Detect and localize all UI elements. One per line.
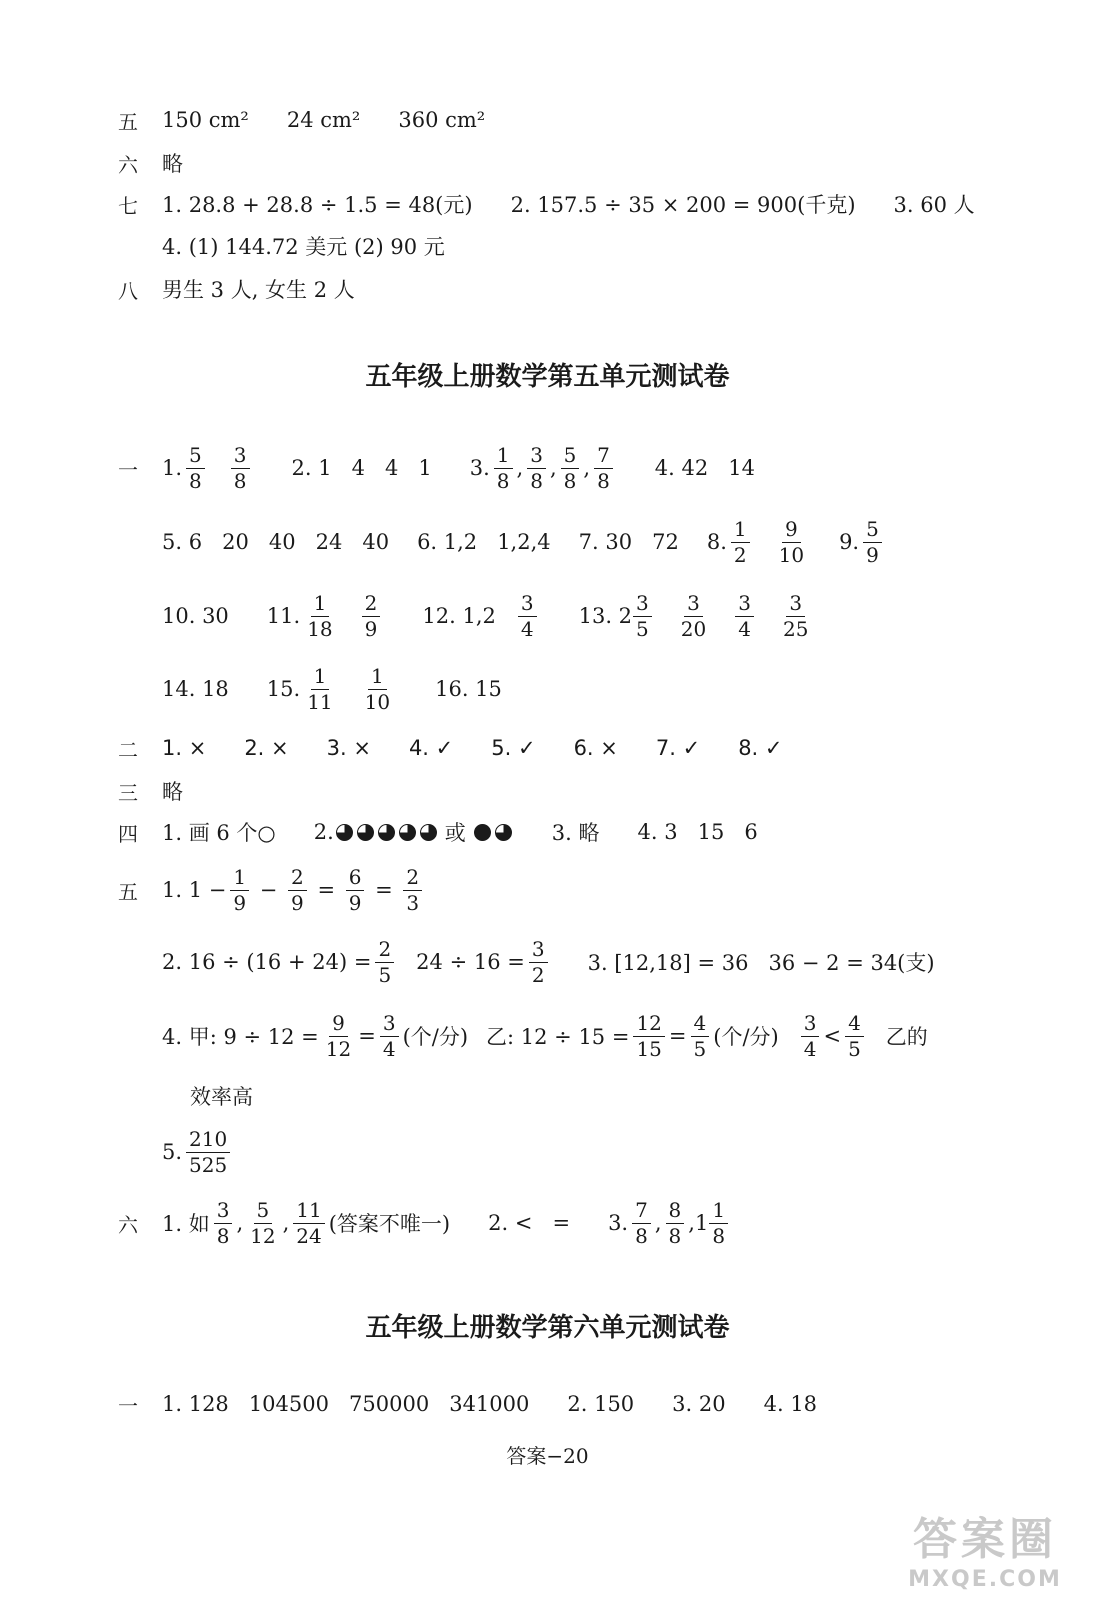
item-number: 11. [266, 604, 301, 628]
answer-item: 1. 如 $\frac{3}{8}$ , $\frac{5}{12}$ , $\frac{11}{24}$ (答案不唯一) [162, 1197, 451, 1248]
answer-item: 3. 20 [672, 1392, 726, 1416]
answer-item: 2. × [244, 736, 289, 760]
unit5-part5-p5 [162, 1126, 234, 1177]
fraction: $\frac{3}{8}$ [214, 1199, 233, 1248]
answer-item: 1. 128 104500 750000 341000 [162, 1392, 530, 1416]
unit-text: (个/分) [402, 1025, 469, 1049]
fraction: $\frac{7}{8}$ [632, 1199, 651, 1248]
fraction: $\frac{1}{8}$ [709, 1199, 728, 1248]
equation-text: 2. 16 ÷ (16 + 24) = [162, 950, 372, 974]
fraction: $\frac{12}{15}$ [633, 1012, 664, 1061]
answer-item: 16. 15 [435, 677, 502, 701]
watermark-logo [885, 1503, 1085, 1592]
answer-item: 4. 3 15 6 [637, 820, 758, 844]
unit5-part5-p4: 4. 甲: 9 ÷ 12 = $\frac{9}{12}$ = $\frac{3}{4}$ (个/分) 乙: 12 ÷ 15 = $\frac{12}{15}$ = $\frac{4}{5}$ (个/分) $\frac{3}{4}$ < $\frac{4}{5}$ 乙的 [162, 1010, 928, 1061]
fraction: $\frac{4}{5}$ [845, 1012, 864, 1061]
section-label: 一 [118, 1393, 138, 1418]
equation-text: 4. 甲: 9 ÷ 12 = [162, 1025, 319, 1049]
answer-item: 1. 画 6 个○ [162, 821, 276, 845]
answer-item [267, 665, 397, 714]
answer-item: 3. $\frac{7}{8}$ , $\frac{8}{8}$ , 1 $\frac{1}{8}$ [608, 1199, 732, 1248]
fraction: $\frac{2}{9}$ [288, 866, 307, 915]
answer-item: 4. ✓ [408, 736, 454, 760]
item-number: 1. 1 − [162, 878, 227, 902]
fraction: $\frac{5}{9}$ [863, 518, 882, 567]
answer-item [422, 592, 540, 641]
item-number: 9. [839, 530, 860, 554]
equation-text: 效率高 [190, 1085, 253, 1109]
fraction: $\frac{2}{5}$ [375, 938, 394, 987]
answer-item [579, 592, 816, 641]
equation-text: 乙: 12 ÷ 15 = [486, 1025, 630, 1049]
answer-item: 2. 150 [567, 1392, 635, 1416]
unit5-part5-p4-cont [190, 1076, 253, 1116]
three-quarter-circle-icon [399, 824, 416, 841]
answer-item: 24 cm² [286, 108, 361, 132]
answer-item: 4. 42 14 [654, 456, 755, 480]
section-label: 六 [118, 152, 138, 177]
fraction: $\frac{1}{9}$ [230, 866, 249, 915]
fraction: $\frac{6}{9}$ [346, 866, 365, 915]
unit5-part5-p1: 五 1. 1 − $\frac{1}{9}$ − $\frac{2}{9}$ = $\frac{6}{9}$ = $\frac{2}{3}$ [118, 870, 426, 910]
section-8-prev [118, 269, 355, 309]
item-number: 2. [313, 820, 334, 844]
fraction: $\frac{5}{12}$ [250, 1197, 276, 1248]
answer-item: 2. 157.5 ÷ 35 × 200 = 900(千克) [510, 193, 856, 217]
answer-item [267, 592, 385, 641]
section-6-prev [118, 143, 183, 183]
unit5-part1-row3 [162, 590, 815, 641]
answer-item: 3. 60 人 [893, 193, 975, 217]
watermark-text: 答案圈 [913, 1514, 1057, 1565]
answer-item: 1. 28.8 + 28.8 ÷ 1.5 = 48(元) [162, 193, 473, 217]
watermark-url: MXQE.COM [908, 1567, 1062, 1592]
fraction: $\frac{4}{5}$ [691, 1012, 710, 1061]
fraction: $\frac{9}{12}$ [325, 1010, 352, 1061]
fraction: $\frac{3}{4}$ [380, 1012, 399, 1061]
answer-item: 14. 18 [162, 677, 229, 701]
fraction: $\frac{1}{10}$ [364, 663, 391, 714]
section-label: 五 [118, 109, 138, 134]
item-number: 8. [706, 530, 727, 554]
three-quarter-circle-icon [357, 824, 374, 841]
unit5-part6 [118, 1197, 732, 1248]
or-text: 或 [444, 821, 466, 845]
answer-item: 5. 6 20 40 24 40 [162, 530, 390, 554]
unit-text: (个/分) [713, 1025, 779, 1049]
section-label: 七 [118, 193, 138, 218]
full-circle-icon [474, 824, 491, 841]
fraction: $\frac{11}{24}$ [293, 1199, 324, 1248]
answer-item: 男生 3 人, 女生 2 人 [162, 278, 355, 302]
fraction: $\frac{3}{4}$ [735, 592, 754, 641]
section-label: 三 [118, 780, 138, 805]
unit5-part5-p2 [162, 936, 935, 987]
answer-item: 3. × [326, 736, 371, 760]
fraction: $\frac{3}{2}$ [529, 938, 548, 987]
answer-item: 2. < = [488, 1211, 571, 1235]
answer-item [707, 518, 811, 567]
item-number: 15. [266, 677, 301, 701]
answer-item: 略 [162, 152, 183, 176]
fraction: $\frac{2}{9}$ [362, 592, 381, 641]
unit5-part3 [118, 771, 183, 811]
three-quarter-circle-icon [336, 824, 353, 841]
unit5-part4 [118, 812, 758, 852]
answer-item: 150 cm² [162, 108, 249, 132]
item-number: 3. [608, 1211, 629, 1235]
section-7-prev-line2 [162, 226, 445, 266]
fraction: $\frac{3}{25}$ [782, 590, 809, 641]
section-label: 四 [118, 821, 138, 846]
unit5-part1-row1 [118, 442, 755, 493]
whole-number: 1 [694, 1211, 709, 1235]
unit6-title: 五年级上册数学第六单元测试卷 [365, 1313, 730, 1343]
answer-item: 2. 1 4 4 1 [291, 456, 432, 480]
unit5-title: 五年级上册数学第五单元测试卷 [365, 362, 730, 392]
answer-item: 4. 18 [763, 1392, 818, 1416]
answer-item [162, 444, 254, 493]
answer-item: 略 [162, 780, 183, 804]
answer-item: 8. ✓ [738, 736, 783, 760]
answer-item: 4. (1) 144.72 美元 (2) 90 元 [162, 235, 445, 259]
item-number: 12. 1,2 [422, 604, 496, 628]
fraction: $\frac{210}{525}$ [186, 1128, 230, 1177]
fraction: $\frac{1}{2}$ [731, 518, 750, 567]
fraction: $\frac{3}{4}$ [801, 1012, 820, 1061]
unit5-part1-row2 [162, 516, 886, 567]
answer-item: 3. $\frac{1}{8}$ , $\frac{3}{8}$ , $\frac{5}{8}$ , $\frac{7}{8}$ [470, 444, 617, 493]
unit6-part1 [118, 1384, 817, 1424]
fraction: $\frac{3}{8}$ [527, 444, 546, 493]
section-5-prev [118, 100, 485, 140]
item-number: 13. 2 [578, 604, 633, 628]
unit5-part1-row4 [162, 663, 502, 714]
answer-item [314, 817, 514, 847]
section-label: 六 [118, 1212, 138, 1237]
answer-item: 10. 30 [162, 604, 229, 628]
answer-item: 5. ✓ [491, 736, 536, 760]
fraction: $\frac{5}{8}$ [561, 444, 580, 493]
fraction: $\frac{3}{8}$ [231, 444, 250, 493]
fraction: $\frac{2}{3}$ [403, 866, 422, 915]
equation-text: 3. [12,18] = 36 36 − 2 = 34(支) [587, 951, 935, 975]
answer-item: 7. ✓ [655, 736, 701, 760]
section-label: 一 [118, 457, 138, 482]
fraction: $\frac{1}{11}$ [307, 663, 333, 714]
fraction: $\frac{7}{8}$ [594, 444, 613, 493]
answer-item [839, 518, 886, 567]
fraction: $\frac{3}{20}$ [680, 590, 707, 641]
unit5-part2 [118, 728, 783, 768]
page-footer: 答案−20 [506, 1444, 589, 1468]
note-text: (答案不唯一) [328, 1212, 451, 1236]
fraction: $\frac{1}{18}$ [307, 590, 333, 641]
fraction: $\frac{8}{8}$ [666, 1199, 685, 1248]
section-label: 二 [118, 737, 138, 762]
section-label: 八 [118, 278, 138, 303]
equation-text: 24 ÷ 16 = [416, 950, 525, 974]
item-number: 1. 如 [162, 1212, 210, 1236]
three-quarter-circle-icon [420, 824, 437, 841]
answer-item: 360 cm² [398, 108, 486, 132]
answer-item: 1. × [162, 736, 207, 760]
answer-item: 3. 略 [551, 821, 600, 845]
section-7-prev [118, 184, 975, 224]
answer-item: 6. 1,2 1,2,4 [417, 530, 551, 554]
item-number: 3. [469, 456, 490, 480]
fraction: $\frac{3}{5}$ [633, 592, 652, 641]
fraction: $\frac{3}{4}$ [518, 592, 537, 641]
fraction: $\frac{9}{10}$ [778, 516, 805, 567]
three-quarter-circle-icon [378, 824, 395, 841]
answer-item: 6. × [573, 736, 618, 760]
item-number: 5. [162, 1140, 183, 1164]
answer-item: 7. 30 72 [578, 530, 679, 554]
fraction: $\frac{5}{8}$ [186, 444, 205, 493]
section-label: 五 [118, 879, 138, 904]
three-quarter-circle-icon [495, 824, 512, 841]
item-number: 1. [162, 456, 183, 480]
equation-text: 乙的 [885, 1025, 928, 1049]
fraction: $\frac{1}{8}$ [494, 444, 513, 493]
